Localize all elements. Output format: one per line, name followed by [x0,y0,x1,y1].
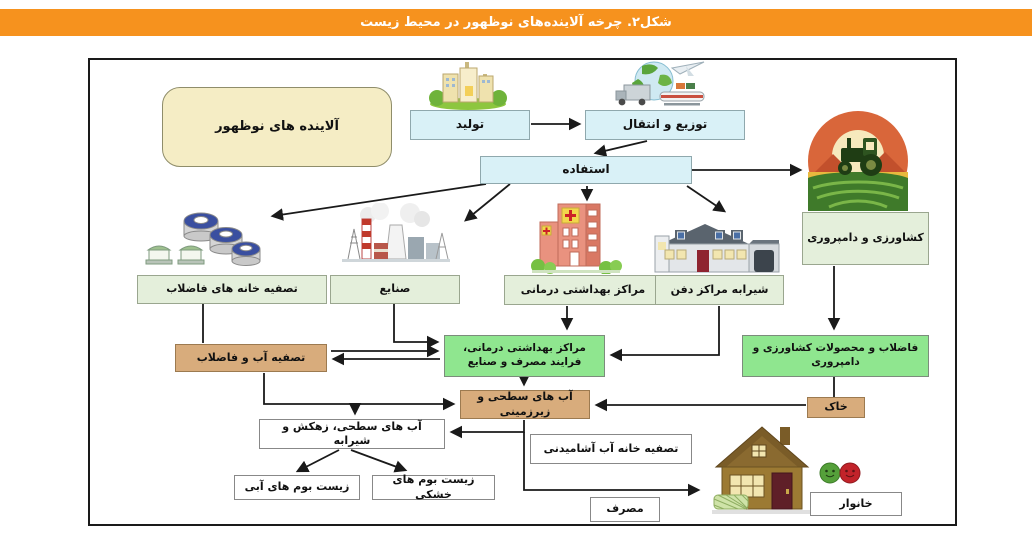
node-health-centers-process-industries: مراکز بهداشتی درمانی، فرایند مصرف و صنایع [444,335,605,377]
node-aquatic-ecosystems: زیست بوم های آبی [234,475,360,500]
node-wastewater-treatment-plants: تصفیه خانه های فاضلاب [137,275,327,304]
node-drinking-water-treatment-plant: تصفیه خانه آب آشامیدنی [530,434,692,464]
node-production: تولید [410,110,530,140]
node-soil: خاک [807,397,865,418]
node-water-wastewater-treatment: تصفیه آب و فاضلاب [175,344,327,372]
node-wastewater-agri-products: فاضلاب و محصولات کشاورزی و دامپروری [742,335,929,377]
diagram-frame [88,58,957,526]
node-industries: صنایع [330,275,460,304]
node-agriculture-livestock: کشاورزی و دامپروری [802,212,929,265]
node-surface-ground-waters: آب های سطحی و زیرزمینی [460,390,590,419]
node-terrestrial-ecosystems: زیست بوم های خشکی [372,475,495,500]
node-landfill-leachate: شیرابه مراکز دفن [655,275,784,305]
node-health-care-centers: مراکز بهداشتی درمانی [504,275,662,305]
node-household: خانوار [810,492,902,516]
figure-title: شکل۲. چرخه آلاینده‌های نوظهور در محیط زیست [360,15,672,30]
node-distribution-transport: توزیع و انتقال [585,110,745,140]
node-surface-drainage-leachate: آب های سطحی، زهکش و شیرابه [259,419,445,449]
node-emerging-pollutants: آلاینده های نوظهور [162,87,392,167]
node-consumption: مصرف [590,497,660,522]
node-use: استفاده [480,156,692,184]
figure-title-bar [0,9,1032,36]
